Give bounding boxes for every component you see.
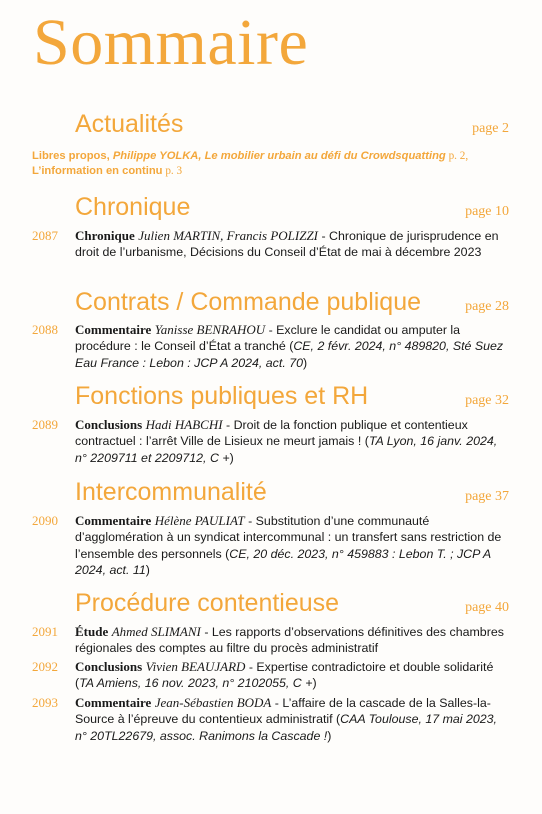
- section-title: Actualités: [75, 110, 184, 138]
- entry-author: Ahmed SLIMANI: [111, 624, 201, 639]
- section-page: page 37: [465, 489, 509, 504]
- entry-number: 2087: [32, 228, 58, 243]
- entry-body: [75, 417, 509, 466]
- entry-author: Julien MARTIN, Francis POLIZZI: [138, 228, 319, 243]
- entry-author: Hadi HABCHI: [145, 417, 223, 432]
- section-chronique-header: [75, 195, 509, 227]
- entry-body: [75, 228, 509, 261]
- entry-kind: Commentaire: [75, 513, 152, 528]
- entry-tail: ): [145, 563, 150, 578]
- section-page: page 10: [465, 204, 509, 219]
- entry-tail: ): [303, 355, 308, 370]
- entry-number: 2092: [32, 659, 58, 674]
- news-item-text[interactable]: L’information en continu: [32, 165, 163, 177]
- section-page: page 32: [465, 393, 509, 408]
- section-page: page 40: [465, 600, 509, 615]
- toc-entry[interactable]: [32, 513, 509, 579]
- section-page: page 28: [465, 299, 509, 314]
- entry-body: [75, 659, 509, 692]
- section-procedure-header: [75, 591, 509, 623]
- entry-kind: Chronique: [75, 228, 135, 243]
- entry-ref: CE, 2 févr. 2024, n° 489820, Sté Suez Eau France : Lebon : JCP A 2024, act. 70: [75, 339, 504, 370]
- entry-body: [75, 624, 509, 657]
- toc-entry[interactable]: [32, 322, 509, 371]
- entry-text: - Expertise contradictoire et double solidarité (: [75, 660, 494, 691]
- entry-text: - Chronique de jurisprudence en droit de l’urbanisme, Décisions du Conseil d’État de mai à décembre 2023: [75, 229, 499, 260]
- entry-body: [75, 513, 509, 579]
- toc-entry[interactable]: [32, 659, 509, 692]
- entry-body: [75, 322, 509, 371]
- entry-kind: Conclusions: [75, 659, 143, 674]
- news-item-label: Libres propos,: [32, 150, 113, 162]
- entry-kind: Commentaire: [75, 695, 152, 710]
- section-actualites-header: [75, 112, 509, 144]
- news-item-page: p. 3: [162, 165, 183, 177]
- entry-number: 2089: [32, 417, 58, 432]
- section-title: Contrats / Commande publique: [75, 288, 422, 316]
- section-intercommunalite-header: [75, 480, 509, 512]
- entry-ref: TA Lyon, 16 janv. 2024, n° 2209711 et 2209712, C +: [75, 434, 498, 465]
- entry-kind: Étude: [75, 624, 109, 639]
- entry-number: 2088: [32, 322, 58, 337]
- entry-ref: TA Amiens, 16 nov. 2023, n° 2102055, C +: [79, 676, 313, 691]
- entry-tail: ): [229, 450, 234, 465]
- actualites-list: [32, 149, 509, 179]
- entry-author: Vivien BEAUJARD: [145, 659, 246, 674]
- entry-author: Jean-Sébastien BODA: [154, 695, 272, 710]
- toc-entry[interactable]: [32, 695, 509, 744]
- entry-author: Hélène PAULIAT: [154, 513, 245, 528]
- entry-text: - Droit de la fonction publique et contentieux contractuel : l’arrêt Ville de Lisieux ne meurt jamais ! (: [75, 418, 468, 449]
- entry-number: 2090: [32, 513, 58, 528]
- entry-number: 2091: [32, 624, 58, 639]
- entry-tail: ): [312, 676, 317, 691]
- entry-ref: CE, 20 déc. 2023, n° 459883 : Lebon T. ; JCP A 2024, act. 11: [75, 546, 491, 578]
- section-fonctions-header: [75, 384, 509, 416]
- entry-kind: Conclusions: [75, 417, 143, 432]
- news-item-page: p. 2,: [445, 150, 469, 162]
- toc-entry[interactable]: [32, 228, 509, 261]
- entry-text: - Les rapports d’observations définitives des chambres régionales des comptes au filtre du procès administratif: [75, 625, 504, 656]
- entry-text: - Exclure le candidat ou amputer la procédure : le Conseil d’État a tranché (: [75, 323, 461, 354]
- entry-author: Yanisse BENRAHOU: [154, 322, 266, 337]
- entry-tail: ): [327, 728, 332, 743]
- section-page: page 2: [472, 121, 509, 136]
- entry-text: - L’affaire de la cascade de la Salles-la-Source à l’épreuve du contentieux administratif (: [75, 696, 491, 727]
- section-title: Intercommunalité: [75, 478, 267, 506]
- section-title: Procédure contentieuse: [75, 589, 340, 617]
- entry-ref: CAA Toulouse, 17 mai 2023, n° 20TL22679, assoc. Ranimons la Cascade !: [75, 712, 497, 743]
- entry-kind: Commentaire: [75, 322, 152, 337]
- entry-body: [75, 695, 509, 744]
- toc-entry[interactable]: [32, 417, 509, 466]
- entry-text: - Substitution d’une communauté d’agglomération à un syndicat intercommunal : un transfert sans restriction de l’ensemble des personnels (: [75, 514, 502, 561]
- page-title: Sommaire: [33, 6, 309, 79]
- section-title: Fonctions publiques et RH: [75, 382, 369, 410]
- section-contrats-header: [75, 290, 509, 322]
- section-title: Chronique: [75, 193, 191, 221]
- entry-number: 2093: [32, 695, 58, 710]
- news-item-text[interactable]: Philippe YOLKA, Le mobilier urbain au défi du Crowdsquatting: [112, 150, 446, 162]
- toc-entry[interactable]: [32, 624, 509, 657]
